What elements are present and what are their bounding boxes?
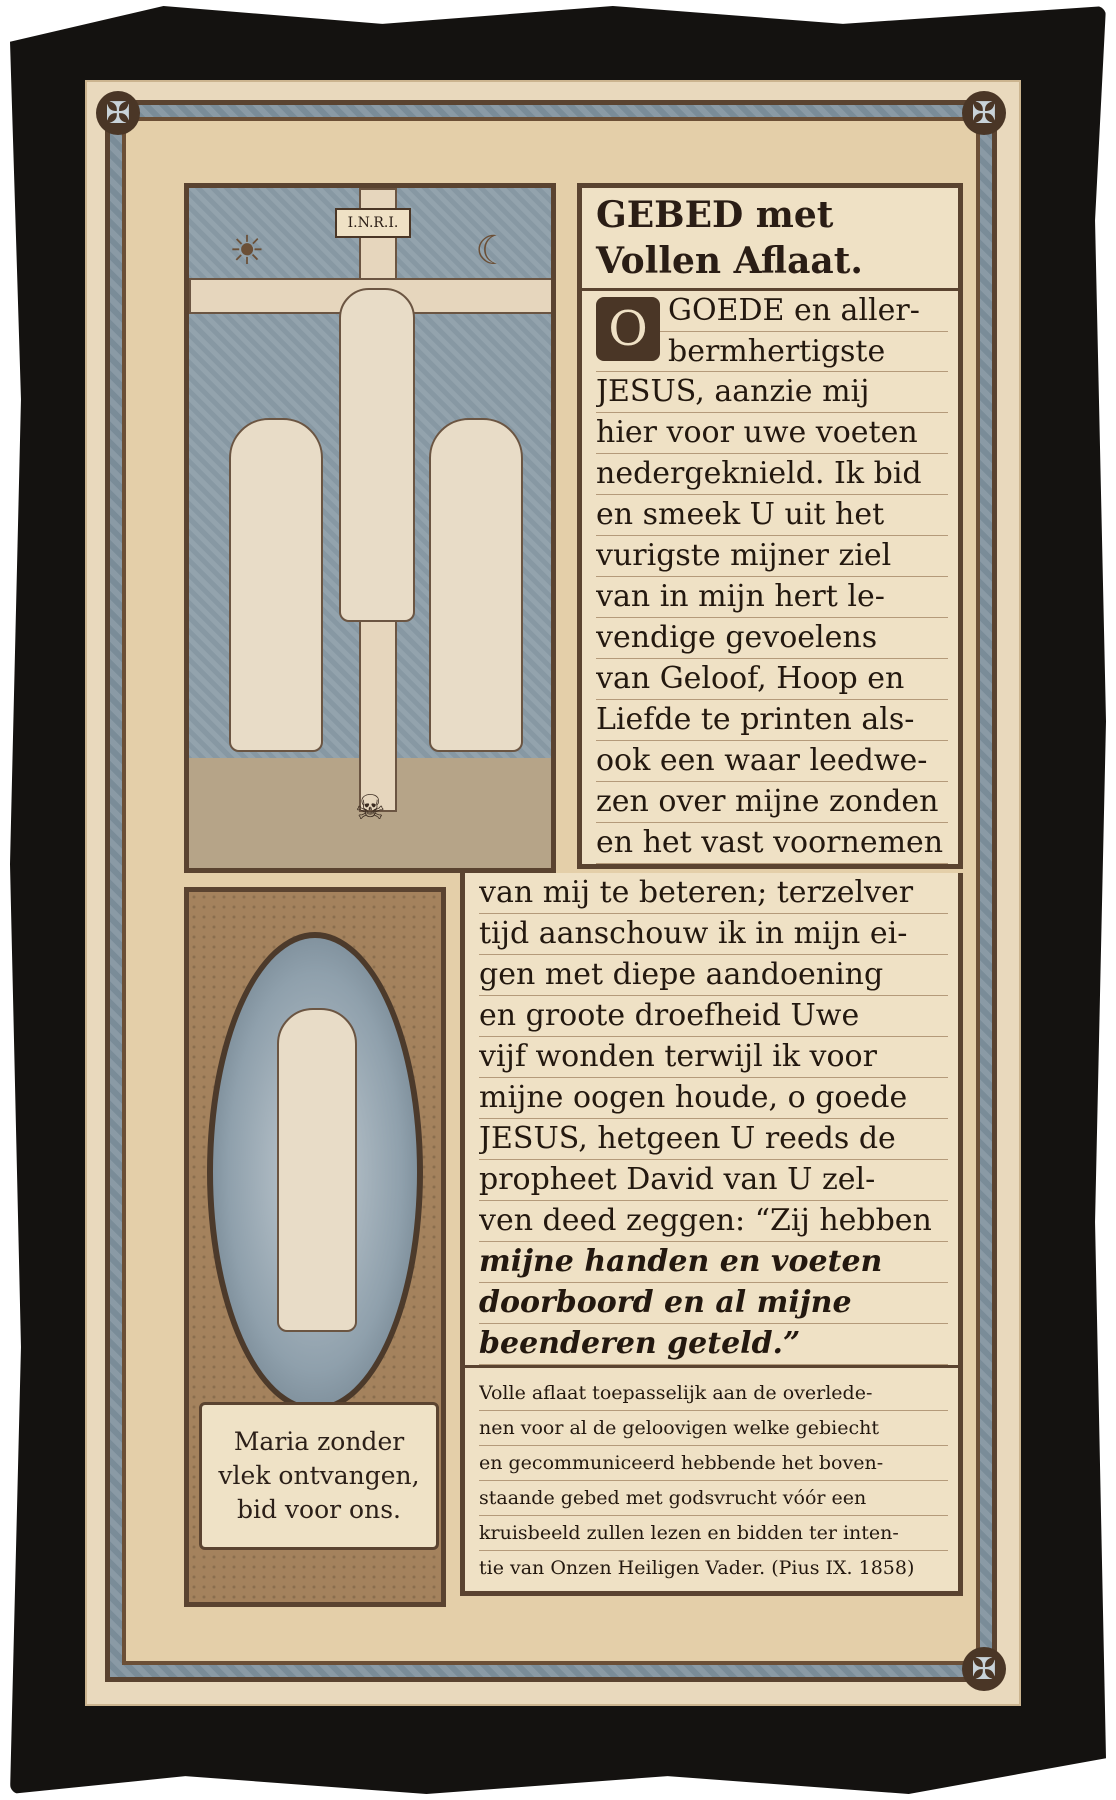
prayer-line: zen over mijne zonden bbox=[596, 782, 948, 823]
prayer-line: nedergeknield. Ik bid bbox=[596, 454, 948, 495]
note-line: Volle aflaat toepasselijk aan de overlede- bbox=[479, 1376, 948, 1411]
prayer-line: van Geloof, Hoop en bbox=[596, 659, 948, 700]
immaculate-conception-illustration bbox=[184, 887, 446, 1607]
prayer-lines bbox=[582, 291, 958, 864]
prayer-line: gen met diepe aandoening bbox=[479, 955, 948, 996]
prayer-line-italic: mijne handen en voeten bbox=[479, 1242, 948, 1283]
note-line: en gecommuniceerd hebbende het boven- bbox=[479, 1446, 948, 1481]
prayer-lines bbox=[465, 873, 958, 1365]
drop-cap: O bbox=[596, 297, 660, 361]
cross-corner-icon: ✠ bbox=[96, 91, 140, 135]
prayer-text-lower bbox=[460, 873, 963, 1596]
prayer-line: en groote droefheid Uwe bbox=[479, 996, 948, 1037]
prayer-line: propheet David van U zel- bbox=[479, 1160, 948, 1201]
prayer-line: vijf wonden terwijl ik voor bbox=[479, 1037, 948, 1078]
inner-frame bbox=[105, 95, 997, 1687]
caption-line: vlek ontvangen, bbox=[218, 1461, 420, 1490]
note-line: staande gebed met godsvrucht vóór een bbox=[479, 1481, 948, 1516]
prayer-line: JESUS, aanzie mij bbox=[596, 371, 948, 413]
john-figure bbox=[429, 418, 523, 752]
mandorla bbox=[207, 932, 423, 1412]
caption-line: bid voor ons. bbox=[236, 1495, 401, 1524]
mary-figure bbox=[229, 418, 323, 752]
prayer-line: Liefde te printen als- bbox=[596, 700, 948, 741]
indulgence-note bbox=[465, 1365, 958, 1591]
prayer-line: tijd aanschouw ik in mijn ei- bbox=[479, 914, 948, 955]
prayer-text-upper bbox=[577, 183, 963, 869]
prayer-line: van in mijn hert le- bbox=[596, 577, 948, 618]
prayer-line: en smeek U uit het bbox=[596, 495, 948, 536]
prayer-line: vurigste mijner ziel bbox=[596, 536, 948, 577]
prayer-line: mijne oogen houde, o goede bbox=[479, 1078, 948, 1119]
skull-icon: ☠ bbox=[355, 788, 386, 828]
cross-corner-icon: ✠ bbox=[962, 91, 1006, 135]
prayer-line: en het vast voornemen bbox=[596, 823, 948, 864]
note-line: tie van Onzen Heiligen Vader. (Pius IX. 1858) bbox=[479, 1557, 915, 1579]
title-line: Vollen Aflaat. bbox=[596, 240, 863, 282]
prayer-card bbox=[85, 80, 1021, 1706]
first-lines bbox=[596, 291, 948, 371]
prayer-line: ook een waar leedwe- bbox=[596, 741, 948, 782]
sun-icon: ☀ bbox=[229, 228, 265, 274]
ornamental-frame bbox=[105, 95, 997, 1687]
prayer-line: van mij te beteren; terzelver bbox=[479, 873, 948, 914]
prayer-line: JESUS, hetgeen U reeds de bbox=[479, 1119, 948, 1160]
prayer-title bbox=[582, 188, 958, 291]
prayer-line: ven deed zeggen: “Zij hebben bbox=[479, 1201, 948, 1242]
virgin-mary-figure bbox=[277, 1008, 357, 1332]
prayer-line-italic: doorboord en al mijne bbox=[479, 1283, 948, 1324]
caption-line: Maria zonder bbox=[233, 1427, 405, 1456]
title-line: GEBED met bbox=[596, 194, 834, 236]
prayer-line: hier voor uwe voeten bbox=[596, 413, 948, 454]
moon-icon: ☾ bbox=[475, 228, 511, 274]
note-line: kruisbeeld zullen lezen en bidden ter inten- bbox=[479, 1516, 948, 1551]
prayer-line: bermhertigste bbox=[668, 334, 886, 369]
prayer-line-italic: beenderen geteld.” bbox=[479, 1324, 948, 1365]
prayer-line: vendige gevoelens bbox=[596, 618, 948, 659]
christ-figure bbox=[339, 288, 415, 622]
maria-caption-scroll bbox=[199, 1402, 439, 1550]
prayer-line: GOEDE en aller- bbox=[596, 291, 948, 332]
cross-corner-icon: ✠ bbox=[962, 1647, 1006, 1691]
note-line: nen voor al de geloovigen welke gebiecht bbox=[479, 1411, 948, 1446]
crucifixion-illustration bbox=[184, 183, 556, 873]
inri-plaque: I.N.R.I. bbox=[335, 208, 411, 238]
